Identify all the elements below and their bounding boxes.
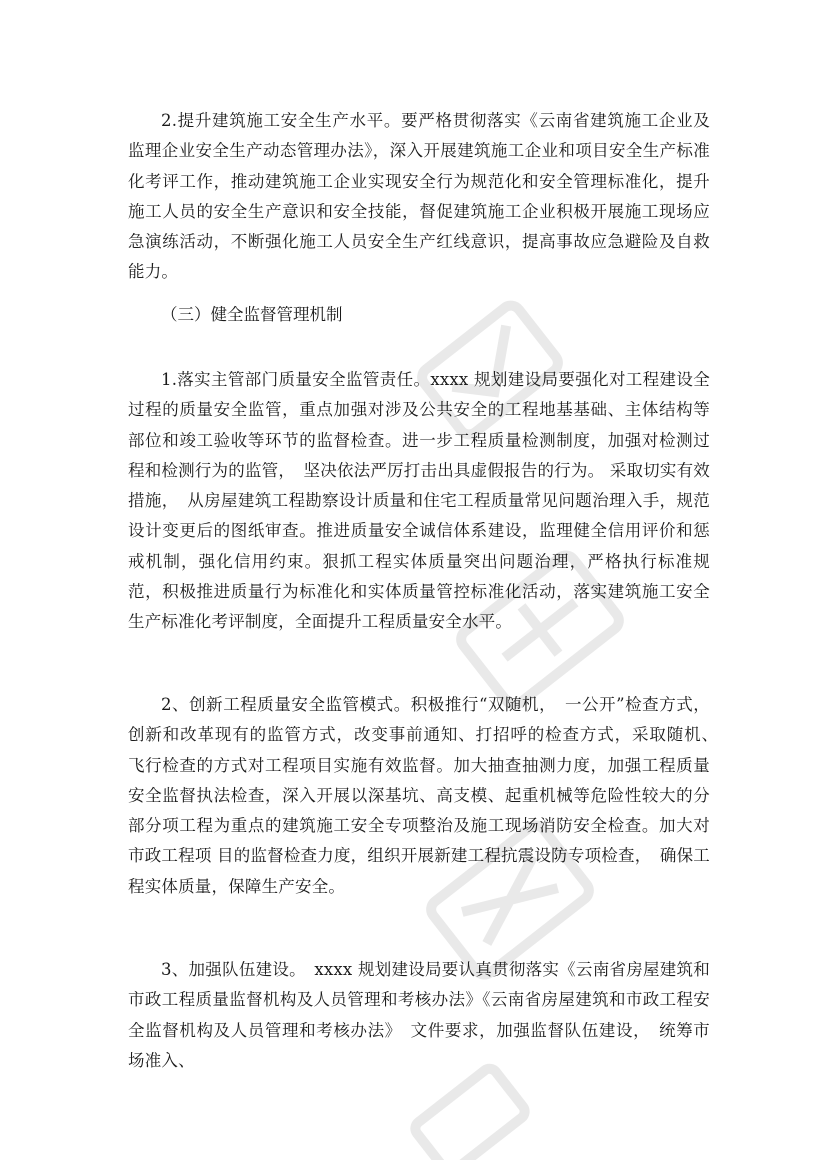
section-heading: （三）健全监督管理机制 [161,305,343,324]
paragraph-team-building: 3、加强队伍建设。 xxxx 规划建设局要认真贯彻落实《云南省房屋建筑和市政工程质量监督机构及人员管理和考核办法》《云南省房屋建筑和市政工程安全监督机构及人员管理和考核办法》 文件要求，加强监督队伍建设， 统筹市场准入、 [128,960,710,1070]
paragraph-safety-production: 2.提升建筑施工安全生产水平。要严格贯彻落实《云南省建筑施工企业及监理企业安全生产动态管理办法》，深入开展建筑施工企业和项目安全生产标准化考评工作，推动建筑施工企业实现安全行为规范化和安全管理标准化，提升施工人员的安全生产意识和安全技能，督促建筑施工企业积极开展施工现场应急演练活动，不断强化施工人员安全生产红线意识，提高事故应急避险及自救能力。 [128,111,710,282]
paragraph-supervision-responsibility: 1.落实主管部门质量安全监管责任。xxxx 规划建设局要强化对工程建设全过程的质量安全监管，重点加强对涉及公共安全的工程地基基础、主体结构等部位和竣工验收等环节的监督检查。进一步工程质量检测制度，加强对检测过程和检测行为的监管， 坚决依法严厉打击出具虚假报告的行为。 采取切实有效措施， 从房屋建筑工程勘察设计质量和住宅工程质量常见问题治理入手，规范设计变更后的图纸审查。推进质量安全诚信体系建设，监理健全信用评价和惩戒机制，强化信用约束。狠抓工程实体质量突出问题治理，严格执行标准规范，积极推进质量行为标准化和实体质量管控标准化活动，落实建筑施工安全生产标准化考评制度，全面提升工程质量安全水平。 [128,370,710,632]
paragraph-supervision-mode: 2、创新工程质量安全监管模式。积极推行“双随机， 一公开”检查方式，创新和改革现有的监管方式，改变事前通知、打招呼的检查方式，采取随机、 飞行检查的方式对工程项目实施有效监督。加大抽查抽测力度，加强工程质量安全监督执法检查，深入开展以深基坑、高支模、起重机械等危险性较大的分部分项工程为重点的建筑施工安全专项整治及施工现场消防安全检查。加大对市政工程项 目的监督检查力度，组织开展新建工程抗震设防专项检查， 确保工程实体质量，保障生产安全。 [128,695,727,896]
